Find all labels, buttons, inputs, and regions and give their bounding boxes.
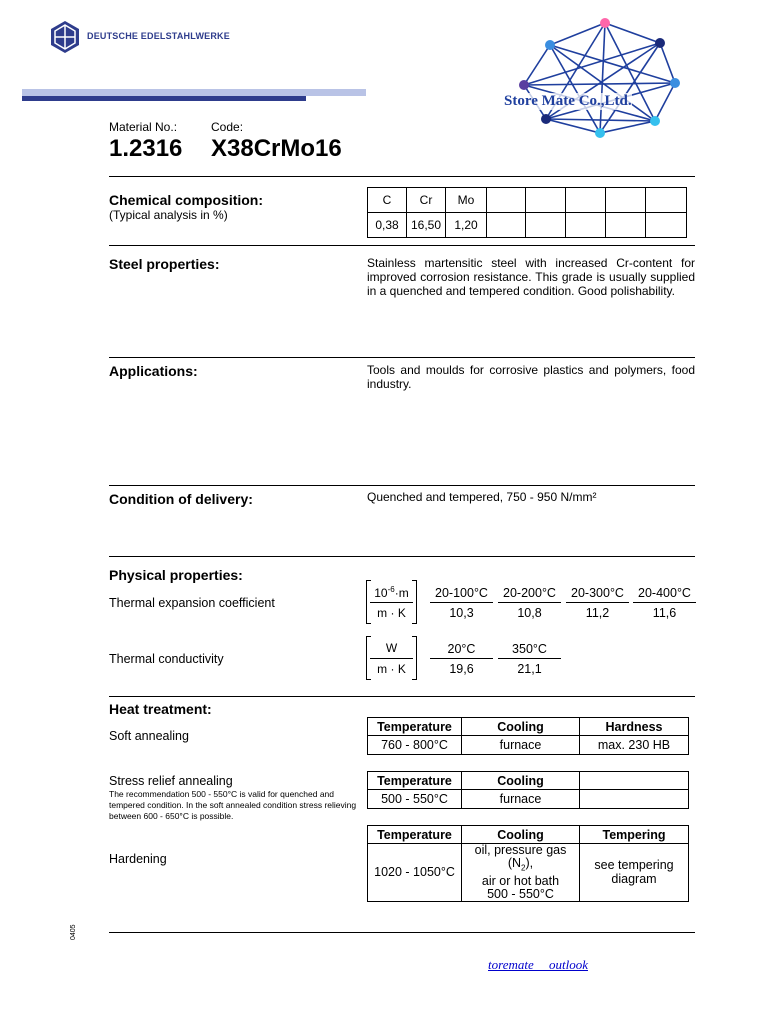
expansion-temp: 20-300°C — [566, 586, 629, 603]
value-cell: max. 230 HB — [580, 736, 689, 755]
expansion-unit-bottom: m · K — [377, 606, 406, 620]
header-cell: Temperature — [368, 826, 462, 844]
element-cell — [487, 188, 526, 213]
value-cell — [526, 213, 566, 238]
value-cell: 0,38 — [368, 213, 407, 238]
hardening-table — [367, 825, 689, 902]
cooling-line1-post: ), — [525, 856, 534, 870]
value-cell: 1,20 — [446, 213, 487, 238]
delivery-title: Condition of delivery: — [109, 491, 253, 507]
value-row — [368, 213, 687, 238]
hardening-cooling — [462, 844, 580, 902]
header-cell: Cooling — [462, 718, 580, 736]
expansion-col — [633, 586, 696, 620]
value-cell — [606, 213, 646, 238]
unit-dot: · — [394, 586, 399, 600]
fraction-line — [370, 658, 413, 659]
table-header-row — [368, 718, 689, 736]
steel-properties-text: Stainless martensitic steel with increased Cr-content for improved corrosion resistance. This grade is usually supplied in a quenched and tempered condition. Good polishability. — [367, 256, 695, 298]
stress-relief-table — [367, 771, 689, 809]
dew-logo-mark-icon — [50, 20, 80, 54]
table-row — [368, 844, 689, 902]
material-no-label: Material No.: — [109, 120, 178, 134]
header-cell: Temperature — [368, 772, 462, 790]
conductivity-temp: 20°C — [430, 642, 493, 659]
divider — [109, 176, 695, 177]
unit-meter: m — [398, 586, 409, 600]
element-cell — [646, 188, 687, 213]
applications-title: Applications: — [109, 363, 198, 379]
element-cell: C — [368, 188, 407, 213]
table-header-row — [368, 772, 689, 790]
header-cell: Tempering — [580, 826, 689, 844]
conductivity-col — [430, 642, 493, 676]
expansion-temp: 20-100°C — [430, 586, 493, 603]
expansion-col — [430, 586, 493, 620]
value-cell: 500 - 550°C — [368, 790, 462, 809]
cooling-line2: air or hot bath — [481, 873, 560, 888]
chemical-table — [367, 187, 687, 238]
divider — [109, 556, 695, 557]
partner-name: Store Mate Co.,Ltd. — [504, 93, 632, 109]
element-row — [368, 188, 687, 213]
value-cell — [487, 213, 526, 238]
element-cell — [606, 188, 646, 213]
value-cell: 16,50 — [407, 213, 446, 238]
stress-relief-label: Stress relief annealing — [109, 774, 233, 788]
code-label: Code: — [211, 120, 244, 134]
value-cell — [580, 790, 689, 809]
delivery-text: Quenched and tempered, 750 - 950 N/mm² — [367, 490, 597, 504]
conductivity-value: 21,1 — [517, 662, 542, 676]
steel-properties-title: Steel properties: — [109, 256, 220, 272]
expansion-value: 11,6 — [652, 606, 677, 620]
soft-annealing-table — [367, 717, 689, 755]
header-cell — [580, 772, 689, 790]
value-cell — [566, 213, 606, 238]
heat-treatment-title: Heat treatment: — [109, 701, 212, 717]
soft-annealing-label: Soft annealing — [109, 729, 189, 743]
divider — [109, 245, 695, 246]
unit-base: 10 — [374, 586, 388, 600]
expansion-col — [566, 586, 629, 620]
divider — [109, 696, 695, 697]
header-cell: Temperature — [368, 718, 462, 736]
chemical-subtitle: (Typical analysis in %) — [109, 208, 228, 222]
physical-title: Physical properties: — [109, 567, 243, 583]
conductivity-unit-top: W — [385, 641, 398, 655]
element-cell: Cr — [407, 188, 446, 213]
hardening-label: Hardening — [109, 852, 167, 866]
network-logo-icon — [498, 15, 704, 143]
chemical-title: Chemical composition: — [109, 192, 264, 208]
cooling-line1-pre: oil, pressure gas (N — [474, 843, 567, 870]
value-cell: 760 - 800°C — [368, 736, 462, 755]
expansion-value: 10,8 — [517, 606, 542, 620]
expansion-unit-top — [366, 585, 417, 600]
table-header-row — [368, 826, 689, 844]
conductivity-col — [498, 642, 561, 676]
conductivity-value: 19,6 — [449, 662, 474, 676]
hardening-temperature: 1020 - 1050°C — [368, 844, 462, 902]
expansion-temp: 20-400°C — [633, 586, 696, 603]
value-cell: furnace — [462, 790, 580, 809]
table-row — [368, 736, 689, 755]
unit-exponent: -6 — [387, 585, 395, 594]
conductivity-unit-bottom: m · K — [377, 662, 406, 676]
expansion-value: 11,2 — [585, 606, 610, 620]
cooling-line3: 500 - 550°C — [487, 886, 554, 901]
element-cell — [566, 188, 606, 213]
element-cell: Mo — [446, 188, 487, 213]
header-stripe-dark — [22, 96, 306, 101]
conductivity-unit — [366, 636, 417, 680]
expansion-label: Thermal expansion coefficient — [109, 596, 275, 610]
divider — [109, 485, 695, 486]
table-row — [368, 790, 689, 809]
conductivity-label: Thermal conductivity — [109, 652, 224, 666]
header-cell: Cooling — [462, 826, 580, 844]
stress-relief-note: The recommendation 500 - 550°C is valid for quenched and tempered condition. In the soft annealed condition stress relieving between 600 - 650°C is possible. — [109, 789, 357, 821]
fraction-line — [370, 602, 413, 603]
company-name: DEUTSCHE EDELSTAHLWERKE — [87, 31, 230, 41]
expansion-col — [498, 586, 561, 620]
material-number: 1.2316 — [109, 135, 183, 162]
header-cell: Cooling — [462, 772, 580, 790]
applications-text: Tools and moulds for corrosive plastics and polymers, food industry. — [367, 363, 695, 391]
value-cell — [646, 213, 687, 238]
store-mate-logo — [498, 15, 704, 143]
header-cell: Hardness — [580, 718, 689, 736]
expansion-value: 10,3 — [449, 606, 474, 620]
footer-link[interactable]: toremate outlook — [488, 957, 588, 972]
value-cell: furnace — [462, 736, 580, 755]
expansion-temp: 20-200°C — [498, 586, 561, 603]
dew-logo — [50, 20, 280, 54]
divider — [109, 932, 695, 933]
expansion-unit — [366, 580, 417, 624]
header-stripe-light — [22, 89, 366, 96]
material-code: X38CrMo16 — [211, 135, 342, 162]
hardening-tempering: see tempering diagram — [580, 844, 689, 902]
divider — [109, 357, 695, 358]
footer-code: 0405 — [70, 924, 77, 940]
element-cell — [526, 188, 566, 213]
conductivity-temp: 350°C — [498, 642, 561, 659]
cooling-subscript: 2 — [521, 863, 526, 873]
